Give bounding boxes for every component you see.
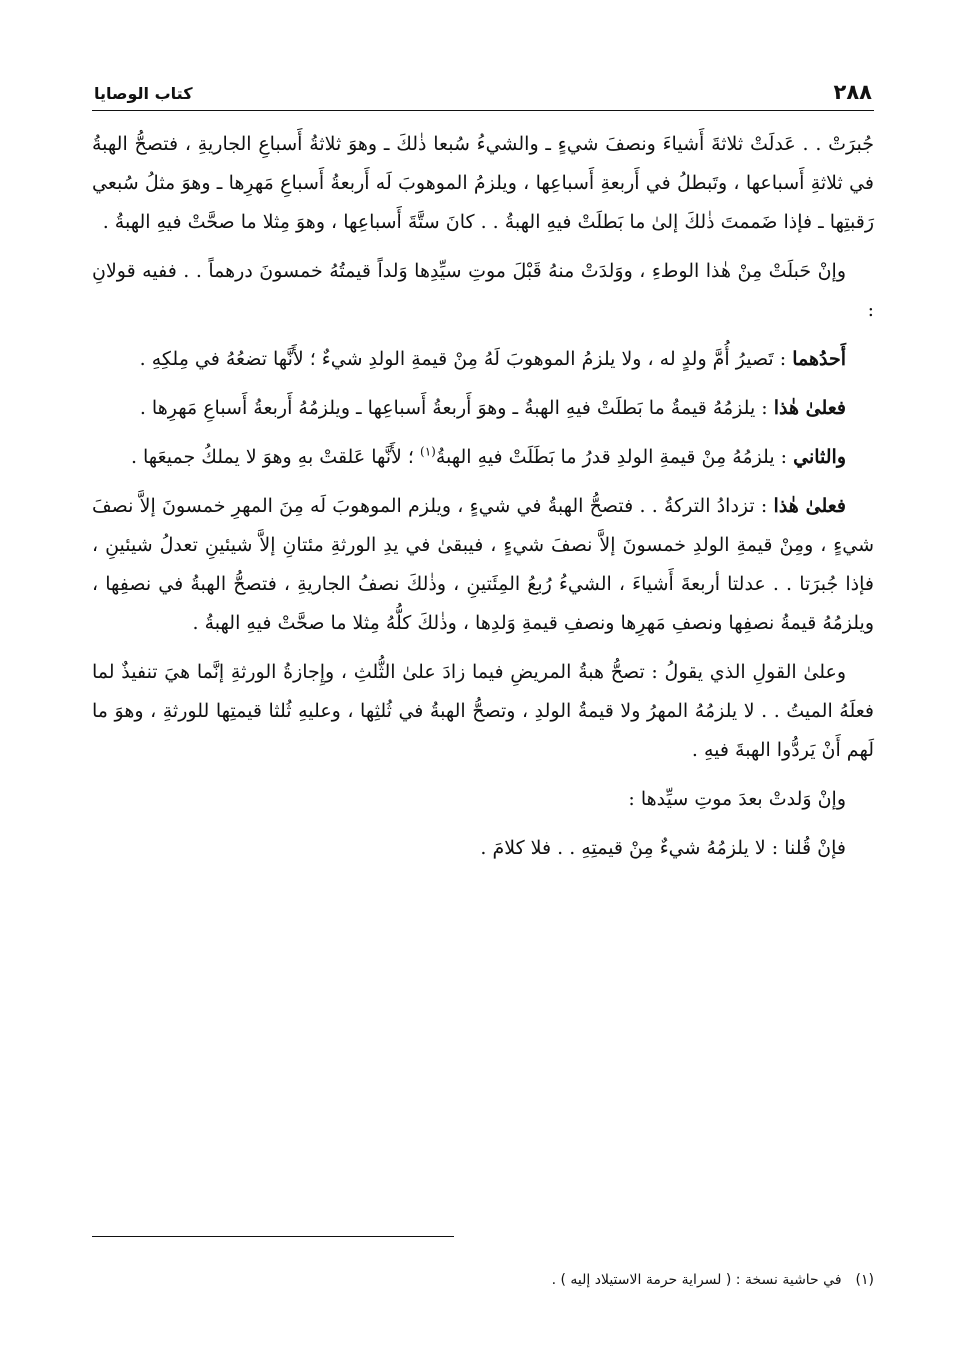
- paragraph-1: [92, 125, 874, 242]
- paragraph-lead: فعلىٰ هٰذا: [773, 397, 846, 419]
- footnote-number: (١): [855, 1272, 874, 1288]
- paragraph-2: [92, 252, 874, 330]
- paragraph-lead: أَحدُهما: [792, 348, 846, 370]
- paragraph-text: جُبرَتْ . . عَدلَتْ ثلاثةَ أَشياءَ ونصفَ شيءٍ ـ والشيءُ سُبعا ذٰلكَ ـ وهوَ ثلاثةُ أَسباعِ الجاريةِ ، فتصحُّ الهبةُ في ثلاثةِ أَسباعها ، وتَبطلُ في أَربعةِ أَسباعِها ، ويلزمُ الموهوبَ لَه أَربعةُ أَسباعِ مَهرِها ـ وهوَ مثلُ سُبعي رَقبتِها ـ فإذا ضَممتَ ذٰلكَ إلىٰ ما بَطلَتْ فيهِ الهبةُ . . كانَ ستَّةَ أَسباعِها ، وهوَ مِثلا ما صحَّتْ فيهِ الهبةُ .: [92, 133, 874, 233]
- footnote-marker[interactable]: (١): [420, 444, 436, 459]
- footnote-divider: [92, 1236, 454, 1237]
- paragraph-lead: والثاني: [793, 446, 846, 468]
- page-body: [92, 125, 874, 868]
- page-number: ٢٨٨: [833, 80, 872, 104]
- paragraph-6: [92, 487, 874, 643]
- paragraph-text: وإنْ حَبلَتْ مِنْ هٰذا الوطءِ ، ووَلدَتْ منهُ قَبْلَ موتِ سيِّدِها وَلداً قيمتُهُ خمسونَ درهماً . . ففيه قولانِ :: [92, 260, 874, 321]
- paragraph-text: وإنْ وَلدتْ بعدَ موتِ سيِّدها :: [628, 788, 846, 810]
- paragraph-7: [92, 653, 874, 770]
- paragraph-text: : يلزمُهُ قيمةُ ما بَطلَتْ فيهِ الهبةُ ـ وهوَ أَربعةُ أَسباعِها ـ ويلزمُهُ أَربعةُ أَسباعِ مَهرِها .: [139, 397, 774, 419]
- paragraph-8: [92, 780, 874, 819]
- paragraph-5: [92, 438, 874, 477]
- paragraph-text: : يلزمُهُ مِنْ قيمةِ الولدِ قدرُ ما بَطَلَتْ فيهِ الهبةُ: [435, 446, 794, 468]
- paragraph-text: وعلىٰ القولِ الذي يقولُ : تصحُّ هبةُ المريضِ فيما زادَ علىٰ الثُّلثِ ، وإِجازةُ الورثةِ إنَّما هيَ تنفيذٌ لما فعلَهُ الميتُ . . لا يلزمُهُ المهرُ ولا قيمةُ الولدِ ، وتصحُّ الهبةُ في ثُلثِها ، وعليهِ ثُلثا قيمتِها للورثةِ ، وهوَ ما لَهم أَنْ يَردُّوا الهبةَ فيهِ .: [92, 661, 874, 761]
- paragraph-text: : تزدادُ التركةُ . . فتصحُّ الهبةُ في شيءٍ ، ويلزم الموهوبَ لَه مِنَ المهرِ خمسونَ إلاَّ نصفَ شيءٍ ، ومِنْ قيمةِ الولدِ خمسونَ إلاَّ نصفَ شيءٍ ، فيبقىٰ في يدِ الورثةِ مئتانِ إلاَّ شيئينِ تعدلُ شيئينِ ، فإذا جُبرَتا . . عدلتا أربعةَ أَشياءَ ، الشيءُ رُبعُ المِئَتينِ ، وذٰلكَ نصفُ الجاريةِ ، فتصحُّ الهبةُ في نصفِها ، ويلزمُهُ قيمةُ نصفِها ونصفِ مَهرِها ونصفِ قيمةِ وَلدِها ، وذٰلكَ كلُّهُ مِثلا ما صحَّتْ فيهِ الهبةُ .: [92, 495, 874, 634]
- paragraph-lead: فعلىٰ هٰذا: [773, 495, 846, 517]
- paragraph-text-tail: ؛ لأَنَّها عَلقتْ بهِ وهوَ لا يملكُ جميعَها .: [130, 446, 421, 468]
- paragraph-9: [92, 829, 874, 868]
- page-header: [92, 80, 874, 111]
- paragraph-3: [92, 340, 874, 379]
- paragraph-text: : تَصيرُ أُمَّ ولدٍ له ، ولا يلزمُ الموهوبَ لَهُ مِنْ قيمةِ الولدِ شيءٌ ؛ لأَنَّها تضعُهُ في مِلكِهِ .: [139, 348, 793, 370]
- book-page: [92, 80, 874, 878]
- paragraph-text: فإنْ قُلنا : لا يلزمُهُ شيءٌ مِنْ قيمتِهِ . . فلا كلامَ .: [480, 837, 846, 859]
- footnote-text: في حاشية نسخة : ( لسراية حرمة الاستيلاد إليه ) .: [551, 1272, 842, 1288]
- paragraph-4: [92, 389, 874, 428]
- book-title: كتاب الوصايا: [94, 84, 193, 103]
- footnote: [92, 1268, 874, 1292]
